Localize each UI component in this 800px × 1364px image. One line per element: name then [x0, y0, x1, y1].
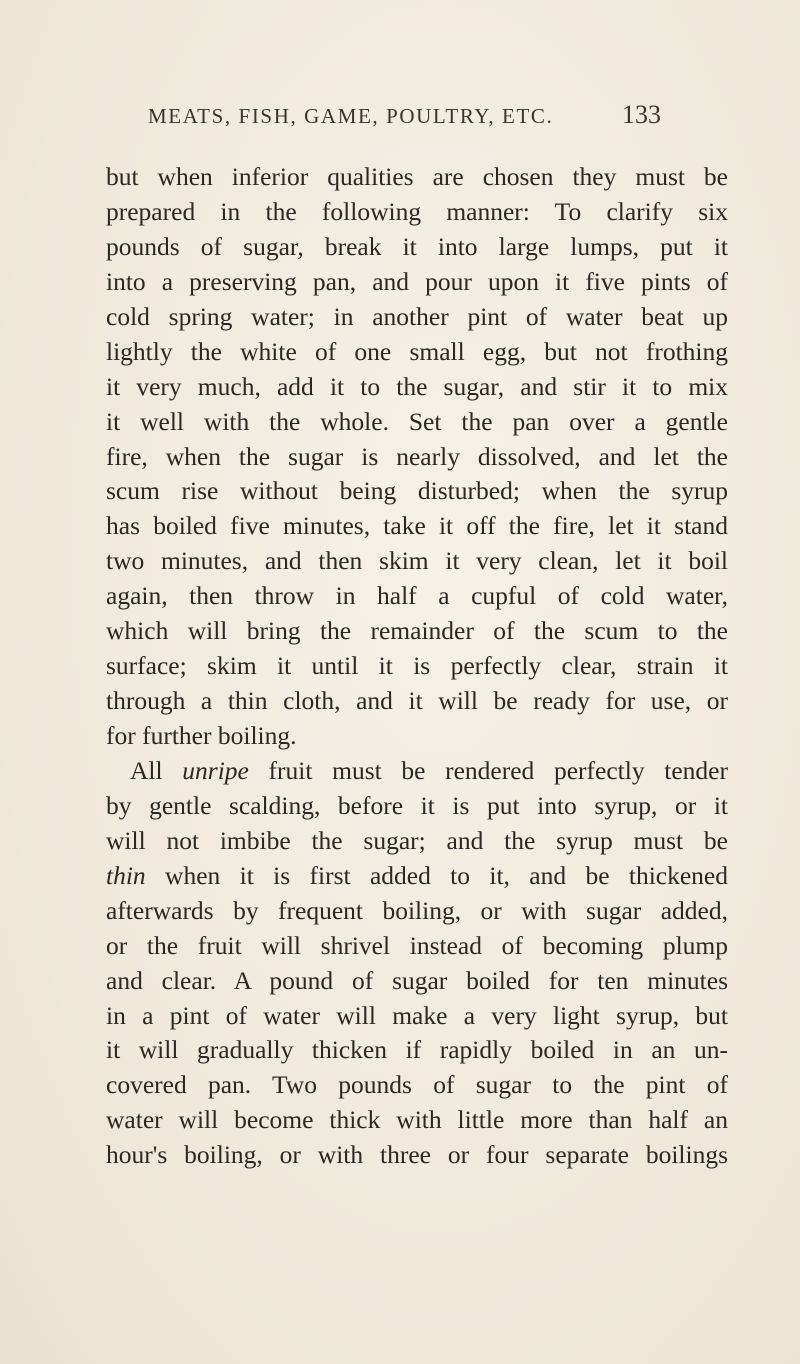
text-line: by gentle scalding, before it is put into syrup, or it	[106, 790, 728, 820]
running-head	[0, 100, 800, 144]
paragraph-end-line: for further boiling.	[106, 721, 297, 750]
text-line: which will bring the remainder of the scum to the	[106, 616, 728, 646]
text-line: cold spring water; in another pint of water beat up	[106, 301, 728, 331]
text-line: hour's boiling, or with three or four separate boilings	[106, 1140, 728, 1170]
text-line: surface; skim it until it is perfectly clear, strain it	[106, 651, 728, 681]
text-line: pounds of sugar, break it into large lumps, put it	[106, 231, 728, 261]
text-line: into a preserving pan, and pour upon it five pints of	[106, 266, 728, 296]
text-line: scum rise without being disturbed; when the syrup	[106, 476, 728, 506]
text-line: two minutes, and then skim it very clean, let it boil	[106, 546, 728, 576]
text-line: again, then throw in half a cupful of cold water,	[106, 581, 728, 611]
text-line: prepared in the following manner: To clarify six	[106, 196, 728, 226]
text-line	[106, 859, 728, 894]
text-line: and clear. A pound of sugar boiled for ten minutes	[106, 965, 728, 995]
text-run: fruit must be rendered perfectly tender	[248, 755, 728, 785]
text-line: it well with the whole. Set the pan over a gentle	[106, 406, 728, 436]
text-line: in a pint of water will make a very light syrup, but	[106, 1000, 728, 1030]
text-line: it will gradually thicken if rapidly boiled in an un-	[106, 1035, 728, 1065]
text-line: has boiled five minutes, take it off the fire, let it stand	[106, 511, 728, 541]
text-line: covered pan. Two pounds of sugar to the pint of	[106, 1070, 728, 1100]
text-line: lightly the white of one small egg, but not frothing	[106, 336, 728, 366]
text-line: will not imbibe the sugar; and the syrup must be	[106, 825, 728, 855]
running-title: MEATS, FISH, GAME, POULTRY, ETC.	[148, 104, 554, 128]
text-run: All	[130, 755, 183, 785]
text-run: when it is first added to it, and be thickened	[145, 860, 728, 890]
text-line: but when inferior qualities are chosen they must be	[106, 162, 728, 191]
text-line: fire, when the sugar is nearly dissolved, and let the	[106, 441, 728, 471]
text-line: it very much, add it to the sugar, and stir it to mix	[106, 371, 728, 401]
text-line: through a thin cloth, and it will be ready for use, or	[106, 686, 728, 716]
page-number: 133	[622, 100, 661, 129]
text-line: water will become thick with little more than half an	[106, 1105, 728, 1135]
body-text	[106, 160, 728, 1173]
italic-word: unripe	[182, 755, 249, 785]
paragraph-start-line	[106, 754, 728, 789]
text-line: afterwards by frequent boiling, or with sugar added,	[106, 895, 728, 925]
text-line: or the fruit will shrivel instead of becoming plump	[106, 930, 728, 960]
italic-word: thin	[106, 860, 146, 890]
